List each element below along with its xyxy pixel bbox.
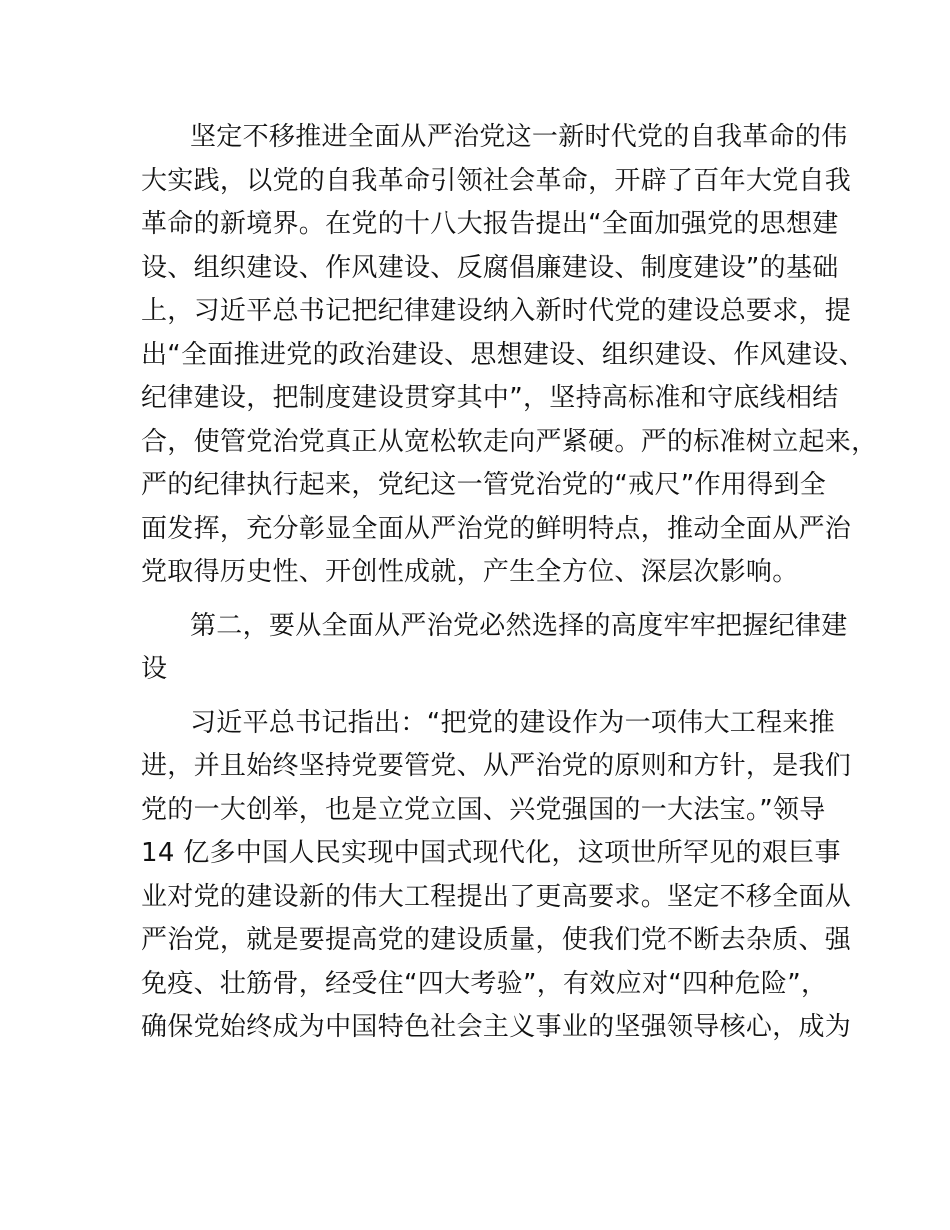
paragraph-line: 确保党始终成为中国特色社会主义事业的坚强领导核心，成为 <box>141 1012 852 1042</box>
paragraph-line: 面发挥，充分彰显全面从严治党的鲜明特点，推动全面从严治 <box>141 514 852 544</box>
paragraph-line: 出“全面推进党的政治建设、思想建设、组织建设、作风建设、 <box>141 340 865 370</box>
paragraph-line: 坚定不移推进全面从严治党这一新时代党的自我革命的伟 <box>190 122 848 152</box>
paragraph-line: 习近平总书记指出：“把党的建设作为一项伟大工程来推 <box>190 708 835 738</box>
paragraph-line: 严治党，就是要提高党的建设质量，使我们党不断去杂质、强 <box>141 925 852 955</box>
paragraph-line: 严的纪律执行起来，党纪这一管党治党的“戒尺”作用得到全 <box>141 470 827 500</box>
paragraph-line: 业对党的建设新的伟大工程提出了更高要求。坚定不移全面从 <box>141 882 852 912</box>
paragraph-line: 设、组织建设、作风建设、反腐倡廉建设、制度建设”的基础 <box>141 253 839 283</box>
paragraph-line: 党的一大创举，也是立党立国、兴党强国的一大法宝。”领导 <box>141 795 826 825</box>
paragraph-line: 免疫、壮筋骨，经受住“四大考验”，有效应对“四种危险”， <box>141 969 828 999</box>
paragraph-line: 上，习近平总书记把纪律建设纳入新时代党的建设总要求，提 <box>141 296 852 326</box>
paragraph-line: 纪律建设，把制度建设贯穿其中”，坚持高标准和守底线相结 <box>141 383 839 413</box>
paragraph-line: 进，并且始终坚持党要管党、从严治党的原则和方针，是我们 <box>141 751 852 781</box>
paragraph-line: 14 亿多中国人民实现中国式现代化，这项世所罕见的艰巨事 <box>141 838 841 868</box>
paragraph-line: 合，使管党治党真正从宽松软走向严紧硬。严的标准树立起来， <box>141 427 878 457</box>
section-heading-line: 第二，要从全面从严治党必然选择的高度牢牢把握纪律建 <box>190 611 848 641</box>
section-heading-line: 设 <box>141 654 168 684</box>
paragraph-line: 党取得历史性、开创性成就，产生全方位、深层次影响。 <box>141 557 799 587</box>
paragraph-line: 大实践，以党的自我革命引领社会革命，开辟了百年大党自我 <box>141 166 852 196</box>
paragraph-line: 革命的新境界。在党的十八大报告提出“全面加强党的思想建 <box>141 209 839 239</box>
